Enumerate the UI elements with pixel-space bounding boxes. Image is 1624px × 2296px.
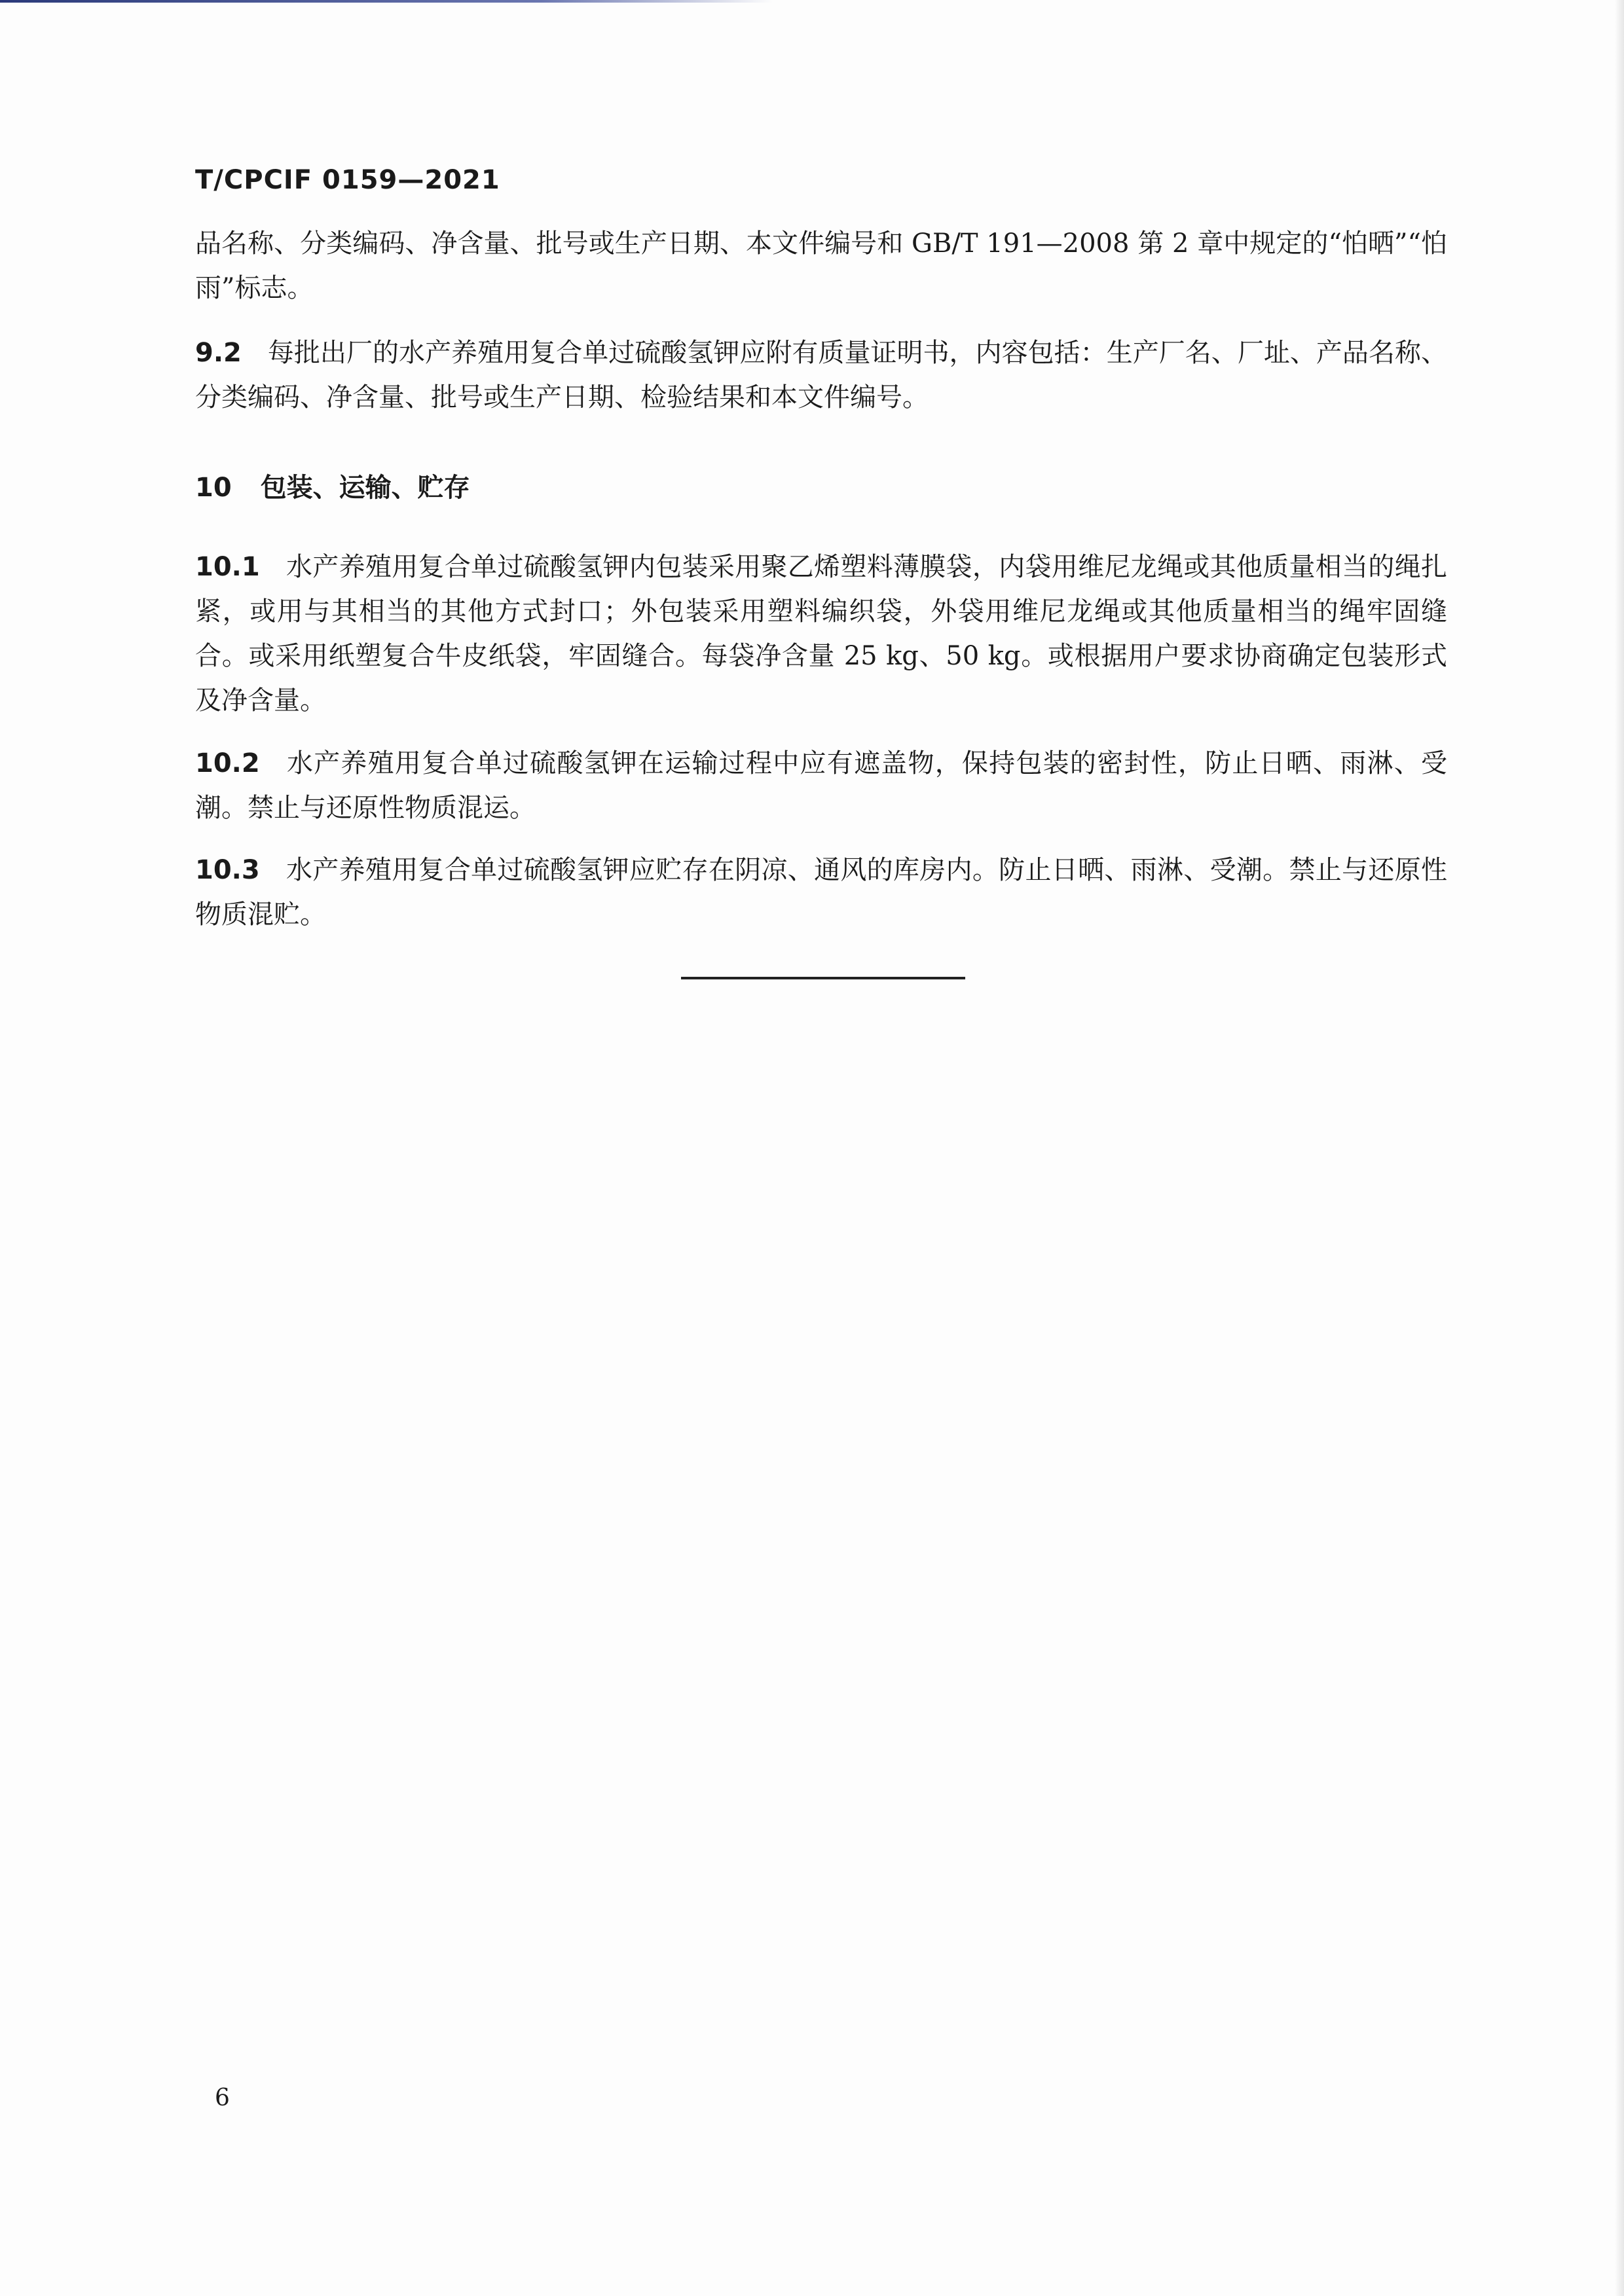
clause-number: 9.2 xyxy=(195,338,242,368)
section-number: 10 xyxy=(195,473,232,503)
clause-number: 10.2 xyxy=(195,748,260,778)
section-title: 包装、运输、贮存 xyxy=(260,473,470,503)
clause-text: 每批出厂的水产养殖用复合单过硫酸氢钾应附有质量证明书，内容包括：生产厂名、厂址、产品名称、分类编码、净含量、批号或生产日期、检验结果和本文件编号。 xyxy=(195,338,1447,412)
clause-text: 水产养殖用复合单过硫酸氢钾应贮存在阴凉、通风的库房内。防止日晒、雨淋、受潮。禁止与还原性物质混贮。 xyxy=(195,855,1447,930)
end-of-document-rule xyxy=(681,977,965,979)
clause-number: 10.1 xyxy=(195,552,260,582)
clause-10-3 xyxy=(195,848,1447,937)
clause-number: 10.3 xyxy=(195,855,260,885)
document-code: T/CPCIF 0159—2021 xyxy=(195,165,500,195)
page-number: 6 xyxy=(215,2085,230,2111)
scan-top-edge xyxy=(0,0,773,3)
clause-10-1 xyxy=(195,545,1447,723)
clause-9-2 xyxy=(195,331,1447,420)
clause-text: 水产养殖用复合单过硫酸氢钾在运输过程中应有遮盖物，保持包装的密封性，防止日晒、雨淋、受潮。禁止与还原性物质混运。 xyxy=(195,748,1447,823)
paragraph-9-1-continued xyxy=(195,221,1447,310)
clause-text: 水产养殖用复合单过硫酸氢钾内包装采用聚乙烯塑料薄膜袋，内袋用维尼龙绳或其他质量相当的绳扎紧，或用与其相当的其他方式封口；外包装采用塑料编织袋，外袋用维尼龙绳或其他质量相当的绳牢固缝合。或采用纸塑复合牛皮纸袋，牢固缝合。每袋净含量 25 kg、50 kg。或根据用户要求协商确定包装形式及净含量。 xyxy=(195,552,1447,716)
section-heading-10 xyxy=(195,467,470,504)
scan-right-edge xyxy=(1615,0,1624,2296)
paragraph-text: 品名称、分类编码、净含量、批号或生产日期、本文件编号和 GB/T 191—2008 第 2 章中规定的“怕晒”“怕雨”标志。 xyxy=(195,228,1447,303)
clause-10-2 xyxy=(195,741,1447,830)
